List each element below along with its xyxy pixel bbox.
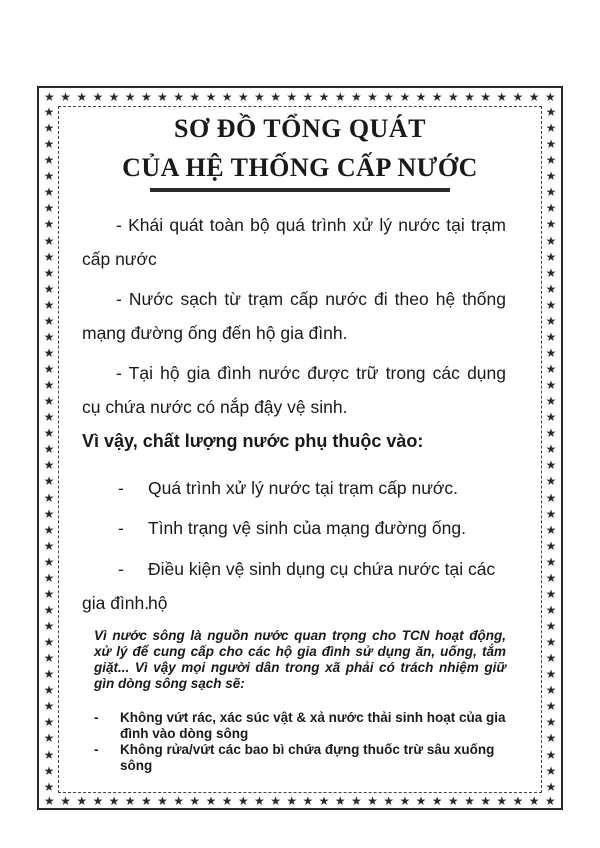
star-icon: ★	[43, 153, 55, 168]
star-icon: ★	[140, 91, 152, 103]
star-icon: ★	[545, 570, 557, 585]
star-icon: ★	[431, 795, 443, 807]
star-icon: ★	[415, 91, 427, 103]
star-icon: ★	[43, 538, 55, 553]
star-icon: ★	[43, 426, 55, 441]
star-icon: ★	[43, 731, 55, 746]
star-icon: ★	[43, 378, 55, 393]
star-icon: ★	[545, 185, 557, 200]
star-icon: ★	[318, 91, 330, 103]
star-icon: ★	[237, 795, 249, 807]
star-icon: ★	[545, 249, 557, 264]
star-border-right	[545, 106, 557, 793]
star-icon: ★	[480, 795, 491, 807]
rule-dash: -	[94, 710, 99, 725]
star-icon: ★	[367, 795, 378, 807]
star-icon: ★	[43, 345, 55, 360]
star-icon: ★	[43, 458, 55, 473]
star-icon: ★	[545, 747, 557, 762]
rule-item	[94, 710, 514, 742]
star-icon: ★	[496, 795, 508, 807]
star-icon: ★	[43, 699, 55, 714]
star-icon: ★	[545, 426, 557, 441]
star-icon: ★	[205, 91, 217, 103]
star-icon: ★	[76, 91, 88, 103]
star-icon: ★	[43, 121, 55, 136]
star-icon: ★	[545, 281, 557, 296]
star-icon: ★	[43, 474, 55, 489]
star-icon: ★	[545, 554, 557, 569]
star-icon: ★	[545, 217, 557, 232]
star-border-left	[43, 106, 55, 793]
star-icon: ★	[270, 795, 281, 807]
star-border-top	[44, 91, 556, 103]
star-icon: ★	[528, 795, 540, 807]
star-icon: ★	[318, 795, 330, 807]
star-icon: ★	[415, 795, 427, 807]
star-icon: ★	[43, 619, 55, 633]
river-protection-note: Vì nước sông là nguồn nước quan trọng cho TCN hoạt động, xử lý để cung cấp cho các hộ gia đình sử dụng ăn, uống, tắm giặt... Vì vậy mọi người dân trong xã phải có trách nhiệm giữ gìn dòng sông sạch sẽ:	[94, 628, 506, 691]
star-icon: ★	[431, 91, 443, 103]
star-icon: ★	[43, 602, 55, 617]
star-icon: ★	[334, 795, 346, 807]
star-icon: ★	[43, 747, 55, 762]
star-icon: ★	[545, 362, 557, 376]
star-icon: ★	[108, 91, 120, 103]
star-icon: ★	[480, 91, 491, 103]
star-icon: ★	[189, 91, 201, 103]
star-icon: ★	[528, 91, 540, 103]
star-icon: ★	[43, 217, 55, 232]
star-icon: ★	[545, 233, 557, 248]
star-icon: ★	[302, 91, 314, 103]
star-border-bottom	[44, 795, 556, 807]
intro-paragraph-1: - Khái quát toàn bộ quá trình xử lý nước tại trạm cấp nước	[82, 215, 506, 269]
bullet-dash: -	[118, 478, 124, 498]
star-icon: ★	[254, 91, 265, 103]
star-icon: ★	[44, 795, 55, 807]
bullet-dash: -	[118, 559, 124, 579]
star-icon: ★	[545, 715, 557, 730]
rule-text: Không rửa/vứt các bao bì chứa đựng thuốc trừ sâu xuống sông	[120, 742, 495, 773]
star-icon: ★	[43, 362, 55, 376]
star-icon: ★	[43, 651, 55, 666]
star-icon: ★	[43, 490, 55, 505]
star-icon: ★	[43, 249, 55, 264]
star-icon: ★	[545, 153, 557, 168]
star-icon: ★	[545, 683, 557, 698]
star-icon: ★	[221, 91, 233, 103]
star-icon: ★	[43, 570, 55, 585]
star-icon: ★	[173, 795, 185, 807]
star-icon: ★	[545, 506, 557, 521]
star-icon: ★	[545, 297, 557, 312]
star-icon: ★	[60, 91, 71, 103]
star-icon: ★	[545, 394, 557, 409]
star-icon: ★	[43, 233, 55, 248]
star-icon: ★	[545, 731, 557, 746]
star-icon: ★	[545, 586, 557, 601]
star-icon: ★	[447, 795, 459, 807]
star-icon: ★	[43, 169, 55, 184]
star-icon: ★	[302, 795, 314, 807]
star-icon: ★	[383, 91, 395, 103]
star-icon: ★	[399, 91, 411, 103]
star-icon: ★	[173, 91, 185, 103]
quality-heading: Vì vậy, chất lượng nước phụ thuộc vào:	[82, 431, 424, 451]
star-icon: ★	[545, 490, 557, 505]
star-icon: ★	[545, 201, 557, 216]
star-icon: ★	[43, 779, 55, 793]
star-icon: ★	[545, 106, 557, 119]
dependency-text: Điều kiện vệ sinh dụng cụ chứa nước tại các hộ	[148, 559, 496, 613]
star-icon: ★	[43, 265, 55, 280]
star-icon: ★	[545, 651, 557, 666]
intro-paragraph-3: - Tại hộ gia đình nước được trữ trong các dụng cụ chứa nước có nắp đậy vệ sinh.	[82, 363, 506, 417]
star-icon: ★	[43, 106, 55, 119]
star-icon: ★	[545, 602, 557, 617]
star-icon: ★	[92, 91, 104, 103]
star-icon: ★	[545, 667, 557, 682]
star-icon: ★	[43, 297, 55, 312]
star-icon: ★	[545, 522, 557, 537]
star-icon: ★	[464, 91, 475, 103]
star-icon: ★	[286, 795, 298, 807]
star-icon: ★	[545, 121, 557, 136]
star-icon: ★	[545, 458, 557, 473]
star-icon: ★	[43, 554, 55, 569]
star-icon: ★	[512, 91, 524, 103]
star-icon: ★	[334, 91, 346, 103]
star-icon: ★	[43, 137, 55, 152]
star-icon: ★	[447, 91, 459, 103]
star-icon: ★	[545, 329, 557, 344]
star-icon: ★	[43, 715, 55, 730]
star-icon: ★	[464, 795, 475, 807]
star-icon: ★	[383, 795, 395, 807]
star-icon: ★	[512, 795, 524, 807]
rule-dash: -	[94, 742, 99, 757]
star-icon: ★	[43, 329, 55, 344]
star-icon: ★	[270, 91, 281, 103]
title-underline	[150, 188, 450, 192]
star-icon: ★	[399, 795, 411, 807]
dependency-text: Quá trình xử lý nước tại trạm cấp nước.	[148, 478, 459, 498]
poster-title-line-1: SƠ ĐỒ TỔNG QUÁT	[174, 114, 426, 143]
star-icon: ★	[545, 538, 557, 553]
star-icon: ★	[545, 635, 557, 650]
star-icon: ★	[545, 763, 557, 778]
dependency-item	[118, 552, 506, 620]
star-icon: ★	[124, 91, 136, 103]
star-icon: ★	[205, 795, 217, 807]
star-icon: ★	[545, 313, 557, 328]
star-icon: ★	[43, 394, 55, 409]
star-icon: ★	[124, 795, 136, 807]
star-icon: ★	[545, 699, 557, 714]
star-icon: ★	[43, 506, 55, 521]
star-icon: ★	[60, 795, 71, 807]
star-icon: ★	[43, 201, 55, 216]
star-icon: ★	[545, 779, 557, 793]
star-icon: ★	[43, 586, 55, 601]
star-icon: ★	[545, 442, 557, 457]
dependency-item	[118, 471, 506, 505]
dependency-text: Tình trạng vệ sinh của mạng đường ống.	[148, 518, 466, 538]
bullet-dash: -	[118, 518, 124, 538]
dependency-text-continuation: gia đình.	[82, 593, 150, 613]
star-icon: ★	[157, 795, 168, 807]
rule-text: Không vứt rác, xác súc vật & xả nước thải sinh hoạt của gia đình vào dòng sông	[120, 710, 506, 741]
star-icon: ★	[43, 410, 55, 425]
star-icon: ★	[92, 795, 104, 807]
poster-title-line-2: CỦA HỆ THỐNG CẤP NƯỚC	[122, 153, 478, 182]
star-icon: ★	[43, 522, 55, 537]
star-icon: ★	[286, 91, 298, 103]
star-icon: ★	[43, 281, 55, 296]
star-icon: ★	[367, 91, 378, 103]
star-icon: ★	[43, 313, 55, 328]
star-icon: ★	[350, 795, 362, 807]
star-icon: ★	[43, 185, 55, 200]
star-icon: ★	[157, 91, 168, 103]
star-icon: ★	[496, 91, 508, 103]
star-icon: ★	[189, 795, 201, 807]
dependency-item	[118, 511, 506, 545]
star-icon: ★	[140, 795, 152, 807]
star-icon: ★	[545, 378, 557, 393]
star-icon: ★	[43, 442, 55, 457]
star-icon: ★	[545, 265, 557, 280]
star-icon: ★	[43, 635, 55, 650]
star-icon: ★	[221, 795, 233, 807]
star-icon: ★	[545, 474, 557, 489]
star-icon: ★	[76, 795, 88, 807]
rule-item	[94, 742, 514, 774]
star-icon: ★	[350, 91, 362, 103]
star-icon: ★	[544, 795, 556, 807]
star-icon: ★	[545, 137, 557, 152]
star-icon: ★	[43, 763, 55, 778]
intro-paragraph-2: - Nước sạch từ trạm cấp nước đi theo hệ thống mạng đường ống đến hộ gia đình.	[82, 289, 506, 343]
star-icon: ★	[545, 169, 557, 184]
star-icon: ★	[544, 91, 556, 103]
star-icon: ★	[254, 795, 265, 807]
star-icon: ★	[108, 795, 120, 807]
star-icon: ★	[43, 667, 55, 682]
star-icon: ★	[545, 619, 557, 633]
star-icon: ★	[545, 410, 557, 425]
star-icon: ★	[44, 91, 55, 103]
star-icon: ★	[43, 683, 55, 698]
star-icon: ★	[237, 91, 249, 103]
star-icon: ★	[545, 345, 557, 360]
